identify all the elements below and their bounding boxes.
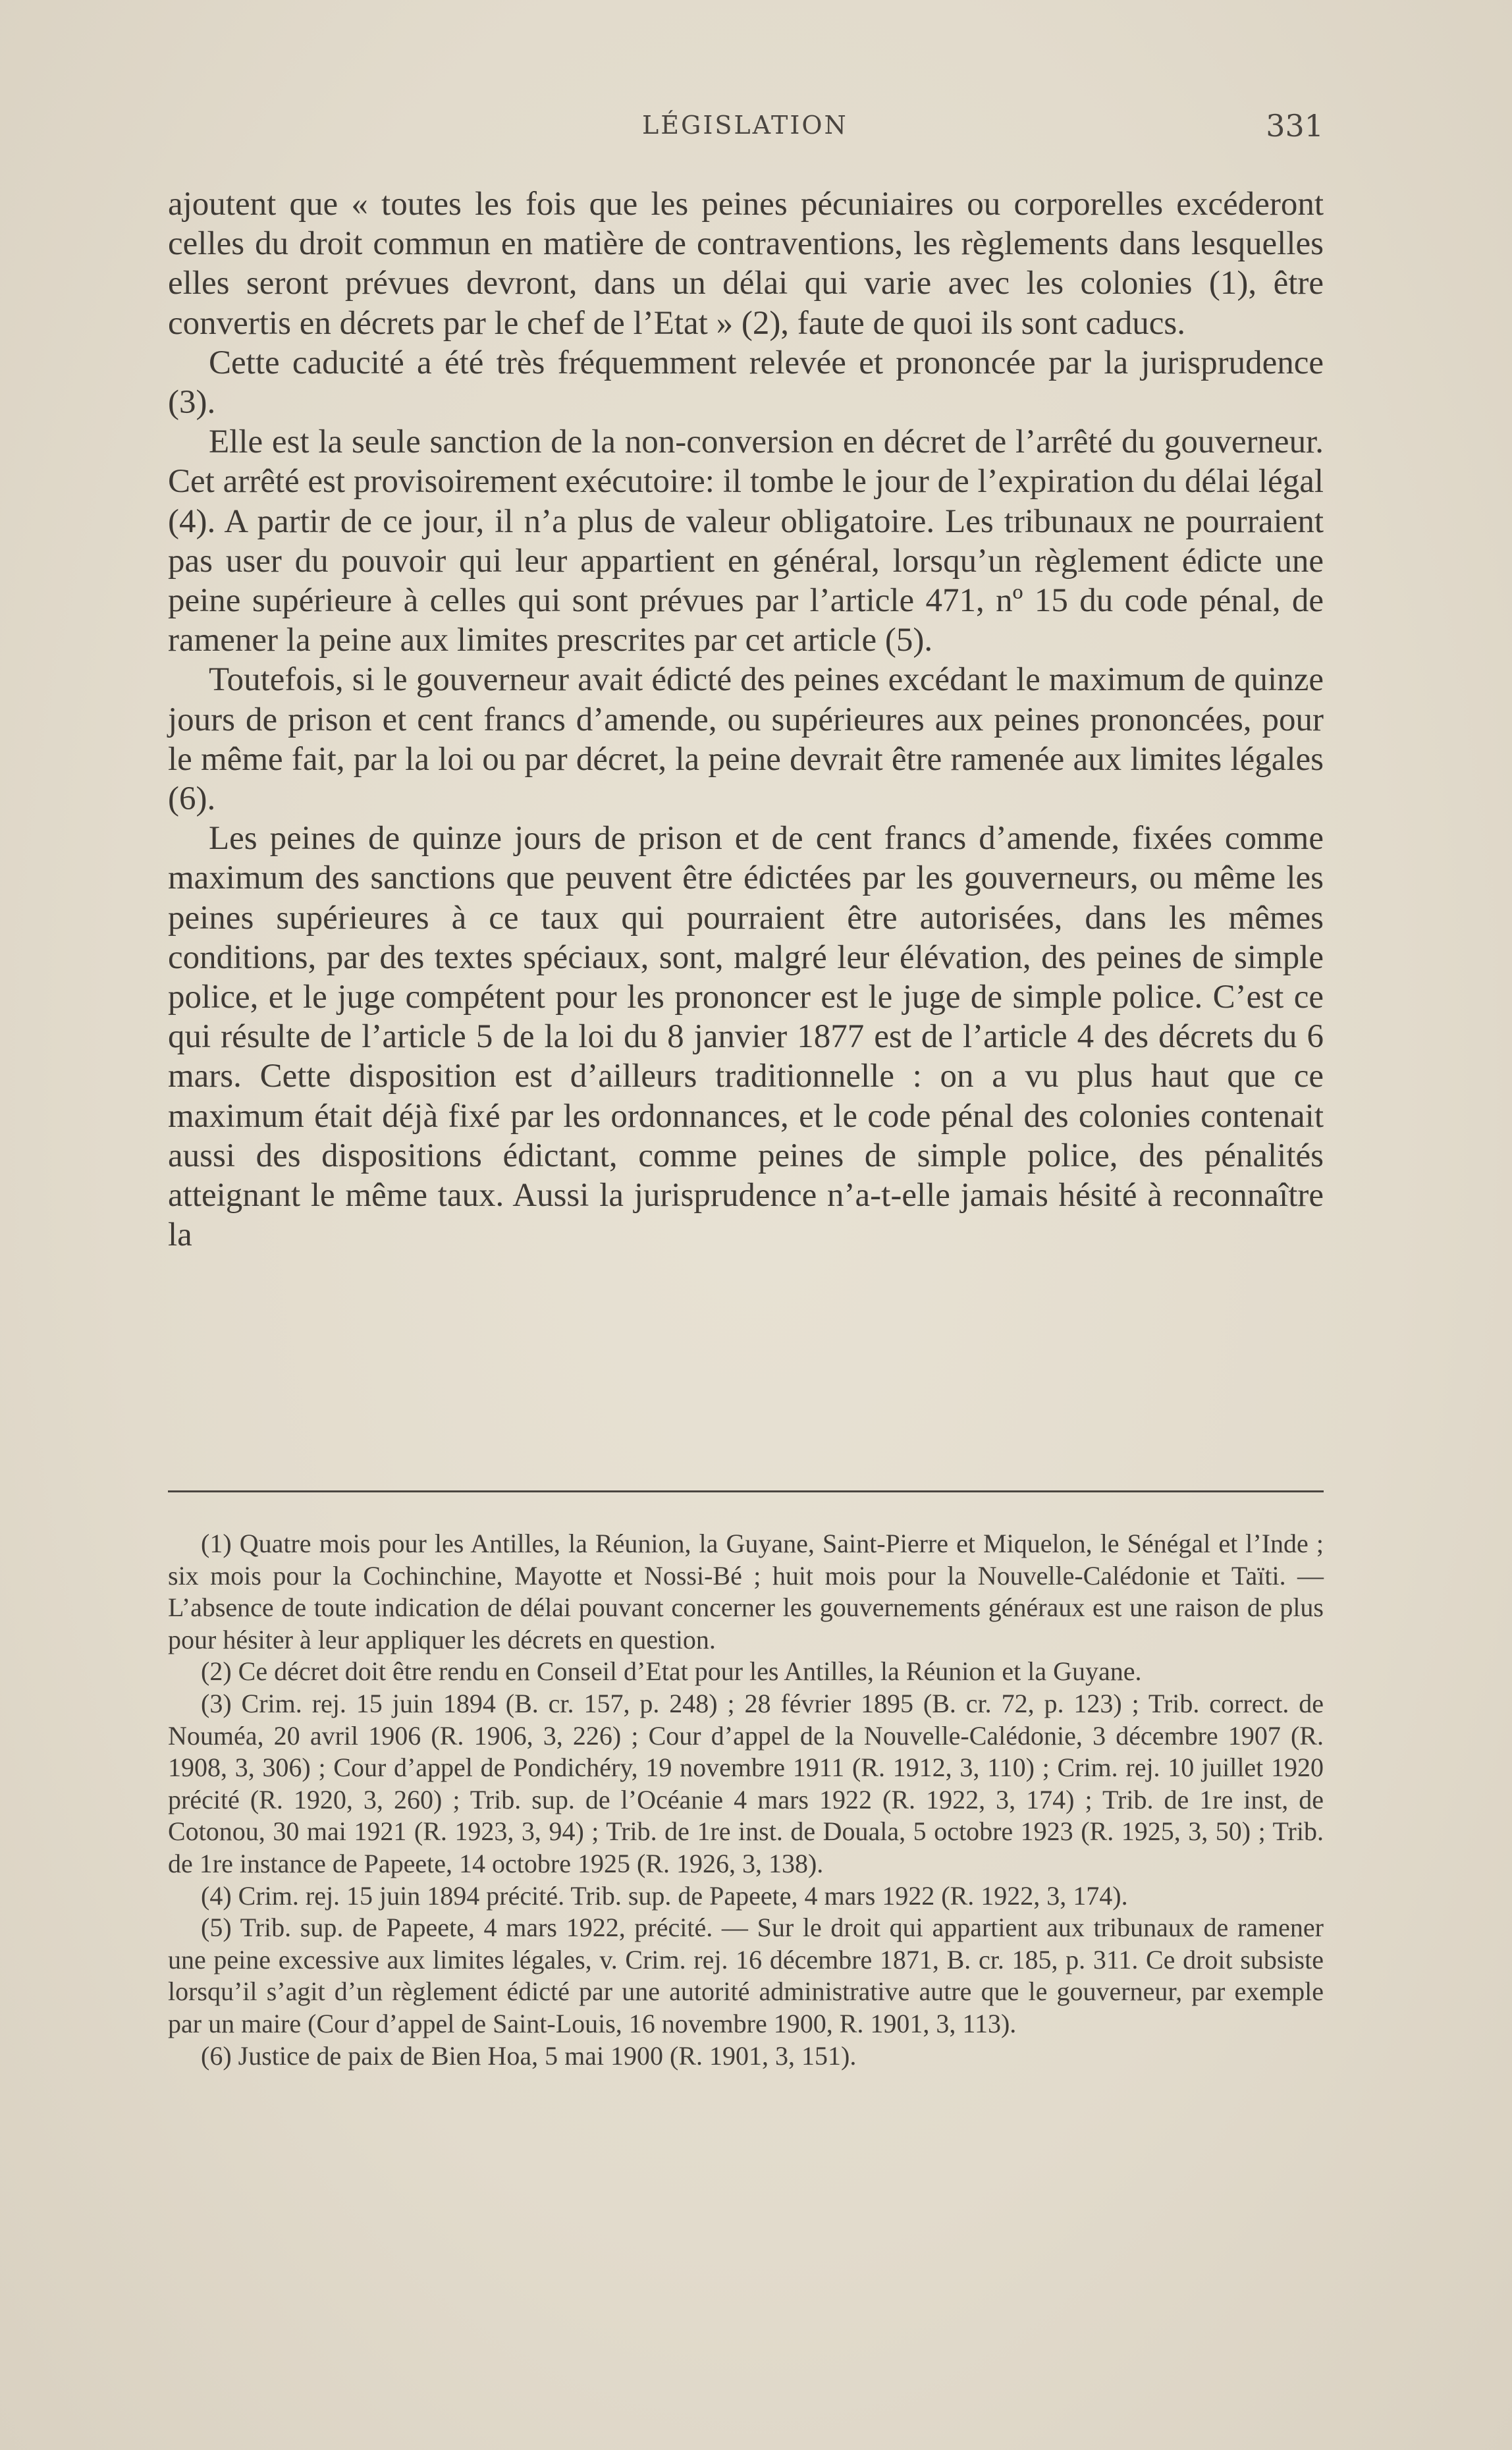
footnote: (6) Justice de paix de Bien Hoa, 5 mai 1900 (R. 1901, 3, 151). <box>201 2040 857 2071</box>
paragraph: Elle est la seule sanction de la non-conversion en décret de l’arrêté du gouverneur. Cet arrêté est provisoirement exécutoire: il tombe le jour de l’expiration du délai légal (4). A partir de ce jour, il n’a plus de valeur obligatoire. Les tribunaux ne pourraient pas user du pouvoir qui leur appartient en général, lorsqu’un règlement édicte une peine supérieure à celles qui sont prévues par l’article 471, nº 15 du code pénal, de ramener la peine aux limites prescrites par cet article (5). <box>168 423 1324 659</box>
paragraph: Les peines de quinze jours de prison et de cent francs d’amende, fixées comme maximum des sanctions que peuvent être édictées par les gouverneurs, ou même les peines supérieures à ce taux qui pourraient être autorisées, dans les mêmes conditions, par des textes spéciaux, sont, malgré leur élévation, des peines de simple police, et le juge compétent pour les prononcer est le juge de simple police. C’est ce qui résulte de l’article 5 de la loi du 8 janvier 1877 est de l’article 4 des décrets du 6 mars. Cette disposition est d’ailleurs traditionnelle : on a vu plus haut que ce maximum était déjà fixé par les ordonnances, et le code pénal des colonies contenait aussi des dispositions édictant, comme peines de simple police, des pénalités atteignant le même taux. Aussi la jurisprudence n’a-t-elle jamais hésité à reconnaître la <box>168 820 1324 1254</box>
paragraph: Toutefois, si le gouverneur avait édicté des peines excédant le maximum de quinze jours de prison et cent francs d’amende, ou supérieures aux peines prononcées, pour le même fait, par la loi ou par décret, la peine devrait être ramenée aux limites légales (6). <box>168 661 1324 818</box>
footnote: (4) Crim. rej. 15 juin 1894 précité. Trib. sup. de Papeete, 4 mars 1922 (R. 1922, 3, 174). <box>201 1880 1128 1911</box>
footnote-divider <box>168 1490 1324 1492</box>
footnote: (5) Trib. sup. de Papeete, 4 mars 1922, précité. — Sur le droit qui appartient aux tribunaux de ramener une peine excessive aux limites légales, v. Crim. rej. 16 décembre 1871, B. cr. 185, p. 311. Ce droit subsiste lorsqu’il s’agit d’un règlement édicté par une autorité administrative autre que le gouverneur, par exemple par un maire (Cour d’appel de Saint-Louis, 16 novembre 1900, R. 1901, 3, 113). <box>168 1913 1324 2038</box>
footnote: (3) Crim. rej. 15 juin 1894 (B. cr. 157, p. 248) ; 28 février 1895 (B. cr. 72, p. 123) ; Trib. correct. de Nouméa, 20 avril 1906 (R. 1906, 3, 226) ; Cour d’appel de la Nouvelle-Calédonie, 3 décembre 1907 (R. 1908, 3, 306) ; Cour d’appel de Pondichéry, 19 novembre 1911 (R. 1912, 3, 110) ; Crim. rej. 10 juillet 1920 précité (R. 1920, 3, 260) ; Trib. sup. de l’Océanie 4 mars 1922 (R. 1922, 3, 174) ; Trib. de 1re inst, de Cotonou, 30 mai 1921 (R. 1923, 3, 94) ; Trib. de 1re inst. de Douala, 5 octobre 1923 (R. 1925, 3, 50) ; Trib. de 1re instance de Papeete, 14 octobre 1925 (R. 1926, 3, 138). <box>168 1688 1324 1878</box>
page-number: 331 <box>1266 108 1324 144</box>
page-header <box>168 108 1324 150</box>
footnote: (1) Quatre mois pour les Antilles, la Réunion, la Guyane, Saint-Pierre et Miquelon, le Sénégal et l’Inde ; six mois pour la Cochinchine, Mayotte et Nossi-Bé ; huit mois pour la Nouvelle-Calédonie et Taïti. — L’absence de toute indication de délai pouvant concerner les gouvernements généraux est une raison de plus pour hésiter à leur appliquer les décrets en question. <box>168 1529 1324 1654</box>
paragraph: ajoutent que « toutes les fois que les peines pécuniaires ou corporelles excéderont celles du droit commun en matière de contraventions, les règlements dans lesquelles elles seront prévues devront, dans un délai qui varie avec les colonies (1), être convertis en décrets par le chef de l’Etat » (2), faute de quoi ils sont caducs. <box>168 186 1324 342</box>
running-title: LÉGISLATION <box>642 111 848 140</box>
footnote: (2) Ce décret doit être rendu en Conseil d’Etat pour les Antilles, la Réunion et la Guyane. <box>201 1656 1142 1687</box>
main-text <box>168 184 1324 1255</box>
footnotes <box>168 1528 1324 2072</box>
paragraph: Cette caducité a été très fréquemment relevée et prononcée par la jurisprudence (3). <box>168 344 1324 422</box>
